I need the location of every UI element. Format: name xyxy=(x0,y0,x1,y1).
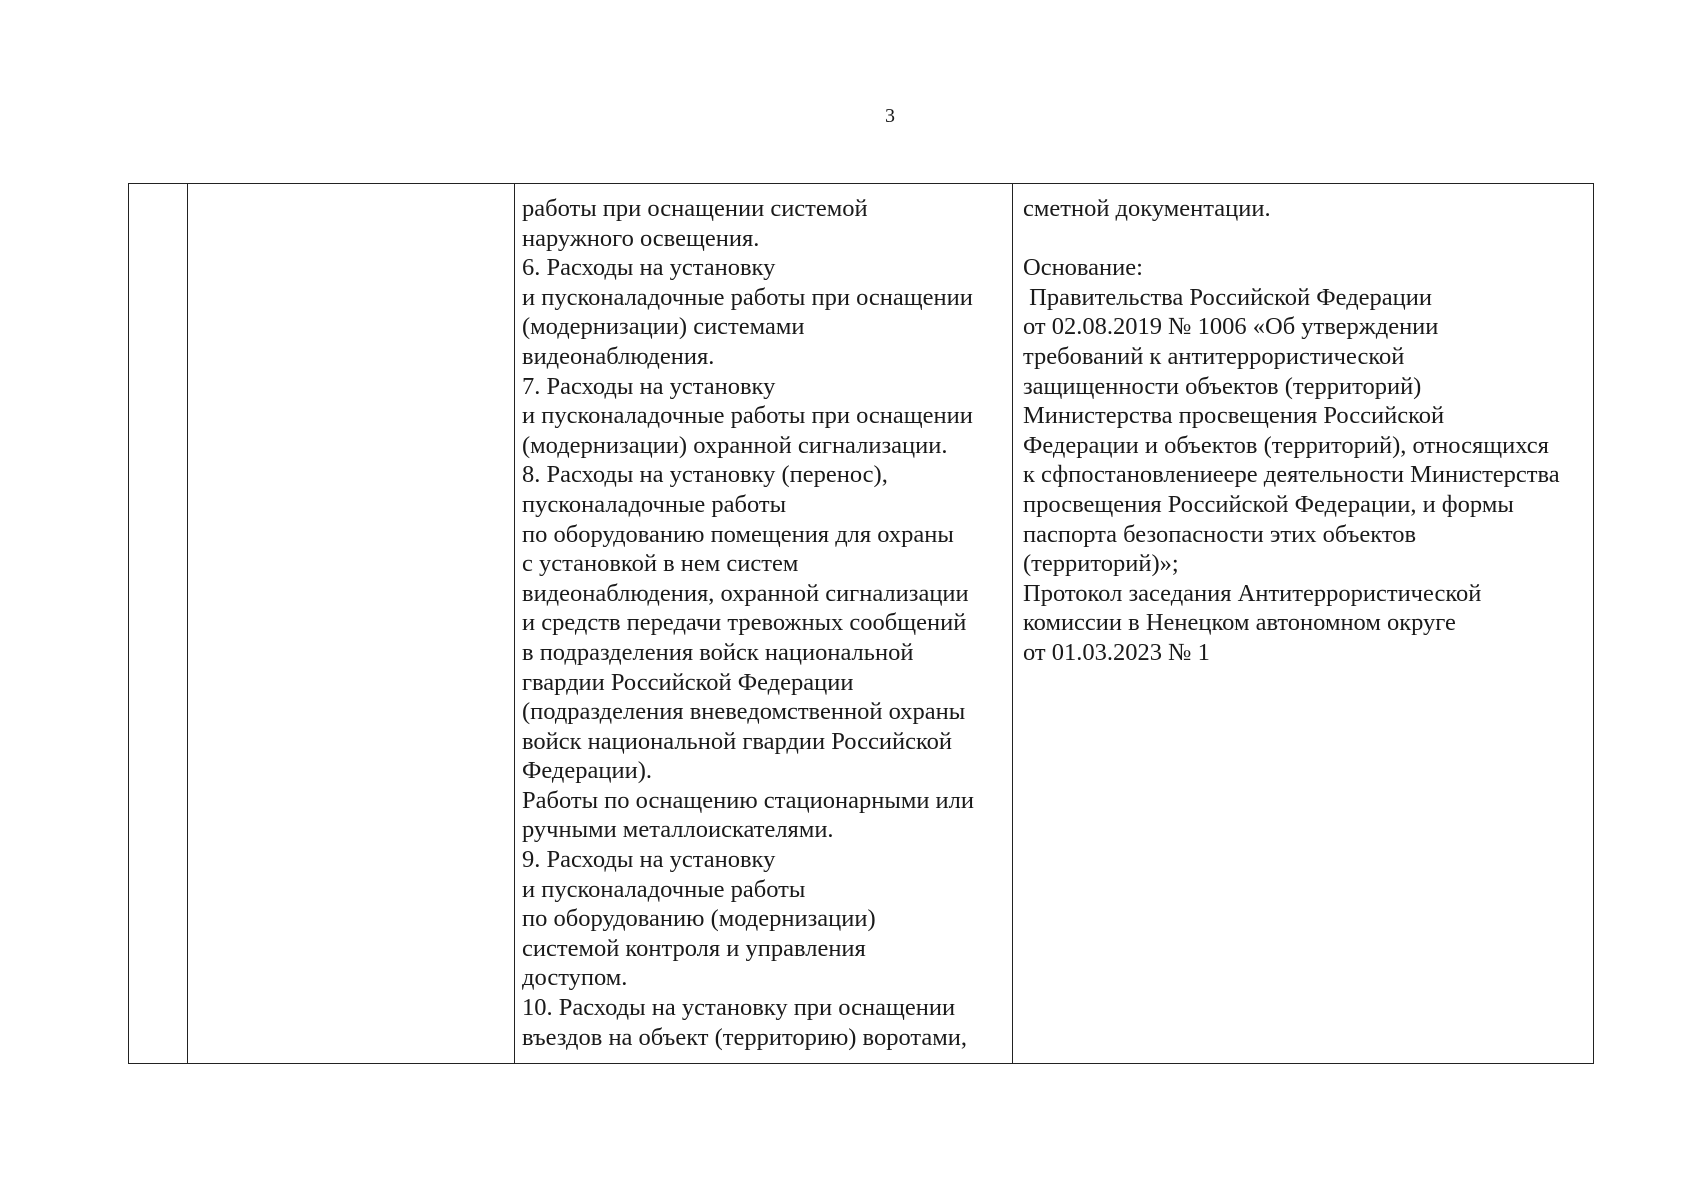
basis-line: (территорий)»; xyxy=(1023,550,1179,578)
expenses-line: и пусконаладочные работы при оснащении xyxy=(522,283,973,311)
expenses-line: системой контроля и управления xyxy=(522,934,866,962)
basis-line: Основание: xyxy=(1023,254,1143,282)
expenses-line: 7. Расходы на установку xyxy=(522,372,776,400)
expenses-text xyxy=(522,194,1012,1052)
expenses-line: и пусконаладочные работы при оснащении xyxy=(522,402,973,430)
table-cell-name xyxy=(188,184,515,1064)
expenses-line: и пусконаладочные работы xyxy=(522,875,806,903)
expenses-line: по оборудованию (модернизации) xyxy=(522,905,876,933)
basis-line: защищенности объектов (территорий) xyxy=(1023,372,1422,400)
basis-line: Министерства просвещения Российской xyxy=(1023,402,1445,430)
basis-line: просвещения Российской Федерации, и формы xyxy=(1023,490,1514,518)
expenses-line: доступом. xyxy=(522,964,628,992)
basis-line: к сфпостановлениеере деятельности Министерства xyxy=(1023,461,1560,489)
table-cell-number xyxy=(129,184,188,1064)
expenses-line: 8. Расходы на установку (перенос), xyxy=(522,461,888,489)
expenses-line: с установкой в нем систем xyxy=(522,550,799,578)
expenses-line: войск национальной гвардии Российской xyxy=(522,727,952,755)
expenses-line: 9. Расходы на установку xyxy=(522,846,776,874)
expenses-line: 10. Расходы на установку при оснащении xyxy=(522,994,956,1022)
basis-line: от 02.08.2019 № 1006 «Об утверждении xyxy=(1023,313,1439,341)
expenses-line: наружного освещения. xyxy=(522,224,760,252)
expenses-line: Федерации). xyxy=(522,757,652,785)
basis-line xyxy=(1023,224,1593,254)
expenses-line: Работы по оснащению стационарными или xyxy=(522,786,975,814)
page-number: 3 xyxy=(885,105,895,127)
document-table xyxy=(128,183,1594,1064)
basis-line: Федерации и объектов (территорий), относящихся xyxy=(1023,431,1549,459)
basis-line: Правительства Российской Федерации xyxy=(1023,283,1432,311)
basis-line: паспорта безопасности этих объектов xyxy=(1023,520,1417,548)
expenses-line: видеонаблюдения, охранной сигнализации xyxy=(522,579,969,607)
expenses-line: въездов на объект (территорию) воротами, xyxy=(522,1023,967,1051)
expenses-line: работы при оснащении системой xyxy=(522,195,868,222)
basis-text xyxy=(1023,194,1593,668)
expenses-line: (модернизации) системами xyxy=(522,313,805,341)
basis-line: Протокол заседания Антитеррористической xyxy=(1023,579,1482,607)
expenses-line: ручными металлоискателями. xyxy=(522,816,834,844)
expenses-line: по оборудованию помещения для охраны xyxy=(522,520,954,548)
expenses-line: гвардии Российской Федерации xyxy=(522,668,854,696)
table-cell-expenses xyxy=(515,184,1013,1064)
basis-line: сметной документации. xyxy=(1023,195,1271,222)
table-cell-basis xyxy=(1013,184,1594,1064)
expenses-line: (модернизации) охранной сигнализации. xyxy=(522,431,948,459)
basis-line: комиссии в Ненецком автономном округе xyxy=(1023,609,1456,637)
table-row xyxy=(129,184,1594,1064)
basis-line: требований к антитеррористической xyxy=(1023,342,1405,370)
expenses-line: (подразделения вневедомственной охраны xyxy=(522,698,966,726)
expenses-line: 6. Расходы на установку xyxy=(522,254,776,282)
expenses-line: пусконаладочные работы xyxy=(522,490,787,518)
basis-line: от 01.03.2023 № 1 xyxy=(1023,638,1210,666)
expenses-line: видеонаблюдения. xyxy=(522,342,715,370)
expenses-line: в подразделения войск национальной xyxy=(522,638,914,666)
expenses-line: и средств передачи тревожных сообщений xyxy=(522,609,967,637)
